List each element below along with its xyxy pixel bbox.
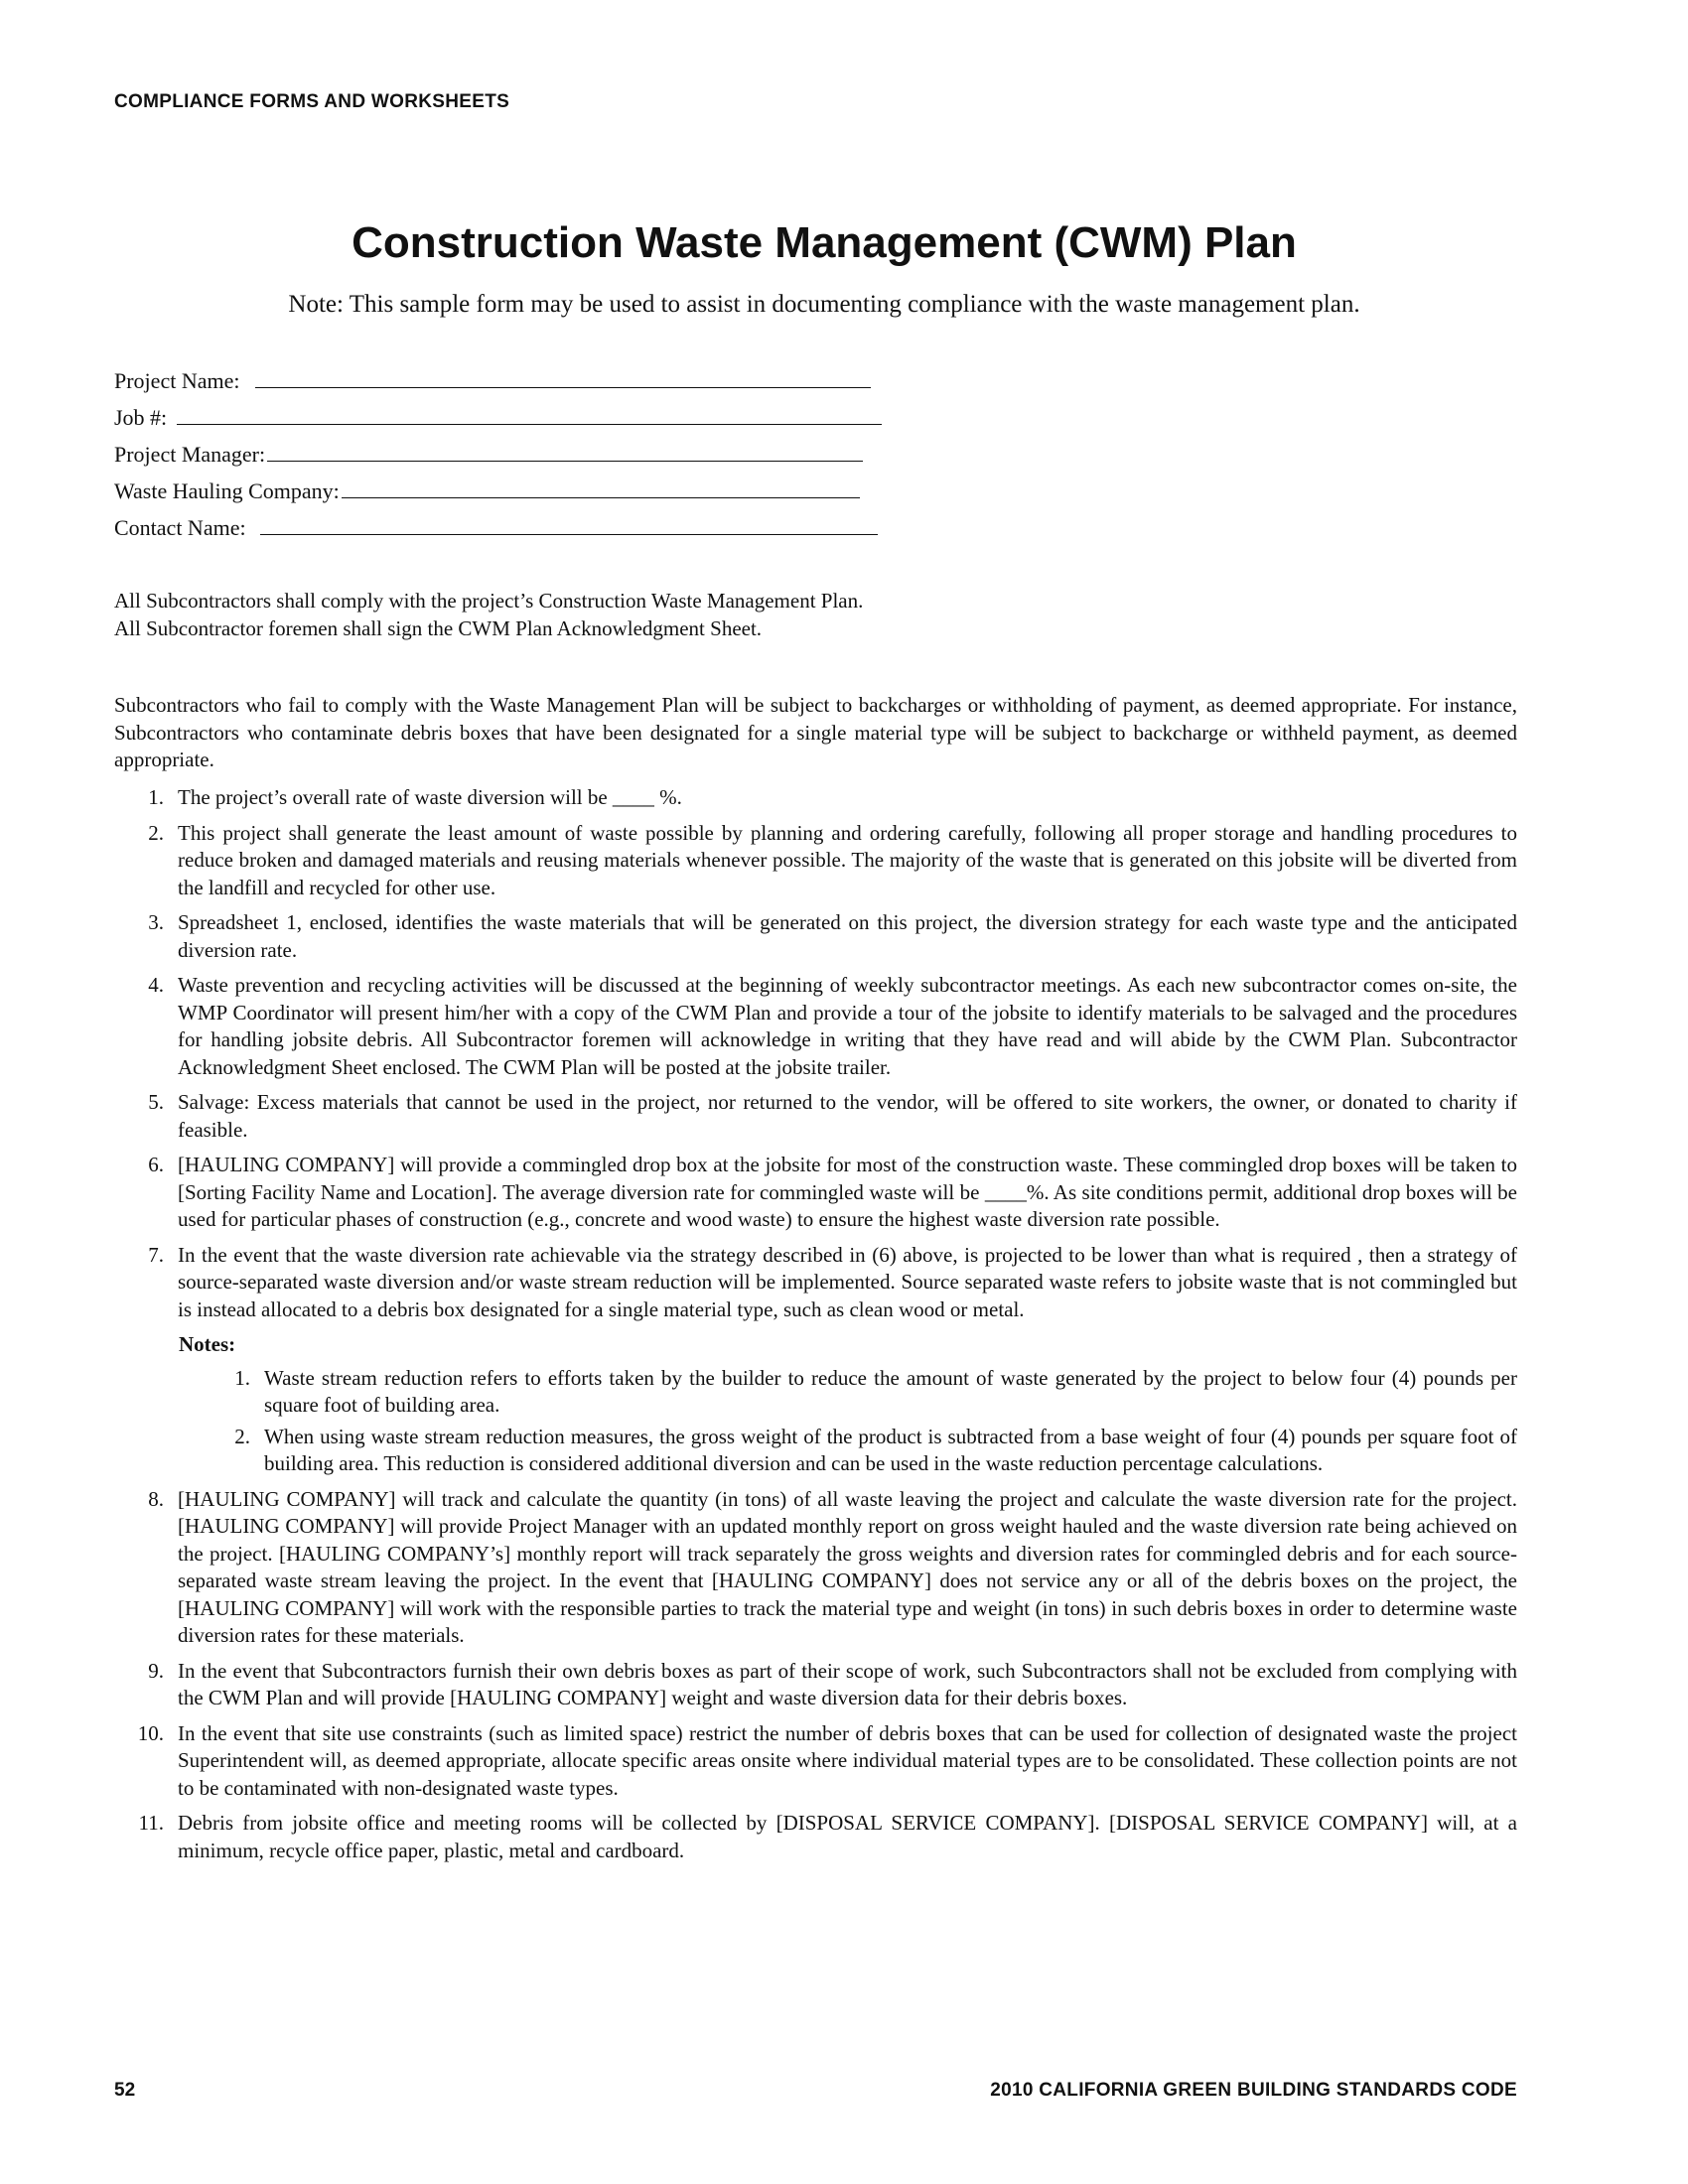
contact-name-blank[interactable] [260, 534, 878, 535]
page-number: 52 [114, 2080, 136, 2101]
running-head: COMPLIANCE FORMS AND WORKSHEETS [114, 91, 510, 112]
item-number: 11. [138, 1811, 164, 1835]
page-title: Construction Waste Management (CWM) Plan [352, 218, 1297, 267]
item-number: 9. [148, 1658, 164, 1683]
notes-heading: Notes: [179, 1332, 236, 1356]
project-info-fields [114, 357, 882, 541]
note-number: 2. [234, 1424, 250, 1448]
job-number-blank[interactable] [177, 424, 882, 425]
note-text: Waste stream reduction refers to efforts taken by the builder to reduce the amount of waste generated by the project to below four (4) pounds per square foot of building area. [264, 1365, 1517, 1417]
list-item [114, 1486, 1517, 1650]
item-number: 8. [148, 1486, 164, 1511]
note-number: 1. [234, 1365, 250, 1390]
list-item [114, 1152, 1517, 1234]
item-text: Spreadsheet 1, enclosed, identifies the waste materials that will be generated on this project, the diversion strategy for each waste type and the anticipated diversion rate. [178, 910, 1517, 962]
item-text: In the event that site use constraints (such as limited space) restrict the number of debris boxes that can be used for collection of designated waste the project Superintendent will, as deemed appropriate, allocate specific areas onsite where individual material types are to be consolidated. These collection points are not to be contaminated with non-designated waste types. [178, 1720, 1517, 1800]
item-text: Waste prevention and recycling activities will be discussed at the beginning of weekly subcontractor meetings. As each new subcontractor comes on-site, the WMP Coordinator will present him/her with a copy of the CWM Plan and provide a tour of the jobsite to identify materials to be salvaged and the procedures for handling jobsite debris. All Subcontractor foremen will acknowledge in writing that they have read and will abide by the CWM Plan. Subcontractor Acknowledgment Sheet enclosed. The CWM Plan will be posted at the jobsite trailer. [178, 973, 1517, 1079]
project-manager-label: Project Manager: [114, 442, 266, 467]
item-number: 7. [148, 1242, 164, 1267]
project-manager-blank[interactable] [267, 461, 863, 462]
item-text: In the event that Subcontractors furnish their own debris boxes as part of their scope of work, such Subcontractors shall not be excluded from complying with the CWM Plan and will provide [HAULING COMPANY] weight and waste diversion data for their debris boxes. [178, 1658, 1517, 1709]
job-number-label: Job #: [114, 405, 168, 430]
waste-hauling-company-field[interactable] [114, 468, 882, 504]
form-note: Note: This sample form may be used to assist in documenting compliance with the waste management plan. [288, 291, 1360, 318]
intro-line-1: All Subcontractors shall comply with the project’s Construction Waste Management Plan. [114, 589, 864, 613]
list-item [114, 1720, 1517, 1803]
item-number: 10. [137, 1720, 164, 1745]
contact-name-label: Contact Name: [114, 515, 246, 540]
note-item [209, 1365, 1517, 1420]
project-manager-field[interactable] [114, 431, 882, 468]
note-text: When using waste stream reduction measures, the gross weight of the product is subtracted from a base weight of four (4) pounds per square foot of building area. This reduction is considered additional diversion and can be used in the waste reduction percentage calculations. [264, 1424, 1517, 1475]
project-name-label: Project Name: [114, 368, 240, 393]
list-item [114, 972, 1517, 1081]
item-text: Salvage: Excess materials that cannot be used in the project, nor returned to the vendor, will be offered to site workers, the owner, or donated to charity if feasible. [178, 1090, 1517, 1142]
plan-items-list [114, 784, 1517, 1872]
item-number: 3. [148, 910, 164, 934]
item-number: 2. [148, 820, 164, 845]
project-name-blank[interactable] [255, 387, 871, 388]
item-text: [HAULING COMPANY] will track and calculate the quantity (in tons) of all waste leaving the project and calculate the waste diversion rate for the project. [HAULING COMPANY] will provide Project Manager with an updated monthly report on gross weight hauled and the waste diversion rate being achieved on the project. [HAULING COMPANY’s] monthly report will track separately the gross weights and diversion rates for commingled debris and for each source-separated waste stream leaving the project. In the event that [HAULING COMPANY] does not service any or all of the debris boxes on the project, the [HAULING COMPANY] will work with the responsible parties to track the material type and weight (in tons) in such debris boxes in order to determine waste diversion rates for these materials. [178, 1486, 1517, 1647]
waste-hauling-company-blank[interactable] [342, 497, 860, 498]
project-name-field[interactable] [114, 357, 882, 394]
intro-line-2: All Subcontractor foremen shall sign the CWM Plan Acknowledgment Sheet. [114, 615, 763, 640]
list-item [114, 909, 1517, 964]
item-text: This project shall generate the least amount of waste possible by planning and ordering carefully, following all proper storage and handling procedures to reduce broken and damaged materials and reusing materials whenever possible. The majority of the waste that is generated on this jobsite will be diverted from the landfill and recycled for other use. [178, 820, 1517, 899]
waste-hauling-company-label: Waste Hauling Company: [114, 478, 340, 503]
item-text: Debris from jobsite office and meeting rooms will be collected by [DISPOSAL SERVICE COMPANY]. [DISPOSAL SERVICE COMPANY] will, at a minimum, recycle office paper, plastic, metal and cardboard. [178, 1811, 1517, 1862]
item-number: 5. [148, 1090, 164, 1114]
item-text: The project’s overall rate of waste diversion will be ____ %. [178, 785, 682, 809]
list-item [114, 784, 1517, 812]
job-number-field[interactable] [114, 394, 882, 431]
item-text: In the event that the waste diversion rate achievable via the strategy described in (6) above, is projected to be lower than what is required , then a strategy of source-separated waste diversion and/or waste stream reduction will be implemented. Source separated waste refers to jobsite waste that is not commingled but is instead allocated to a debris box designated for a single material type, such as clean wood or metal. [178, 1242, 1517, 1321]
list-item [114, 1089, 1517, 1144]
item-number: 6. [148, 1153, 164, 1176]
list-item [114, 1242, 1517, 1324]
item-number: 1. [148, 785, 164, 809]
contact-name-field[interactable] [114, 504, 882, 541]
item-number: 4. [148, 973, 164, 997]
list-item [114, 1658, 1517, 1712]
list-item [114, 1810, 1517, 1864]
intro-paragraph [114, 588, 1517, 642]
list-item [114, 820, 1517, 902]
item-text: [HAULING COMPANY] will provide a commingled drop box at the jobsite for most of the construction waste. These commingled drop boxes will be taken to [Sorting Facility Name and Location]. The average diversion rate for commingled waste will be ____%. As site conditions permit, additional drop boxes will be used for particular phases of construction (e.g., concrete and wood waste) to ensure the highest waste diversion rate possible. [178, 1153, 1517, 1231]
footer-code-title: 2010 CALIFORNIA GREEN BUILDING STANDARDS CODE [990, 2080, 1517, 2101]
penalty-paragraph: Subcontractors who fail to comply with the Waste Management Plan will be subject to backcharges or withholding of payment, as deemed appropriate. For instance, Subcontractors who contaminate debris boxes that have been designated for a single material type will be subject to backcharge or withheld payment, as deemed appropriate. [114, 693, 1517, 771]
note-item [209, 1424, 1517, 1478]
